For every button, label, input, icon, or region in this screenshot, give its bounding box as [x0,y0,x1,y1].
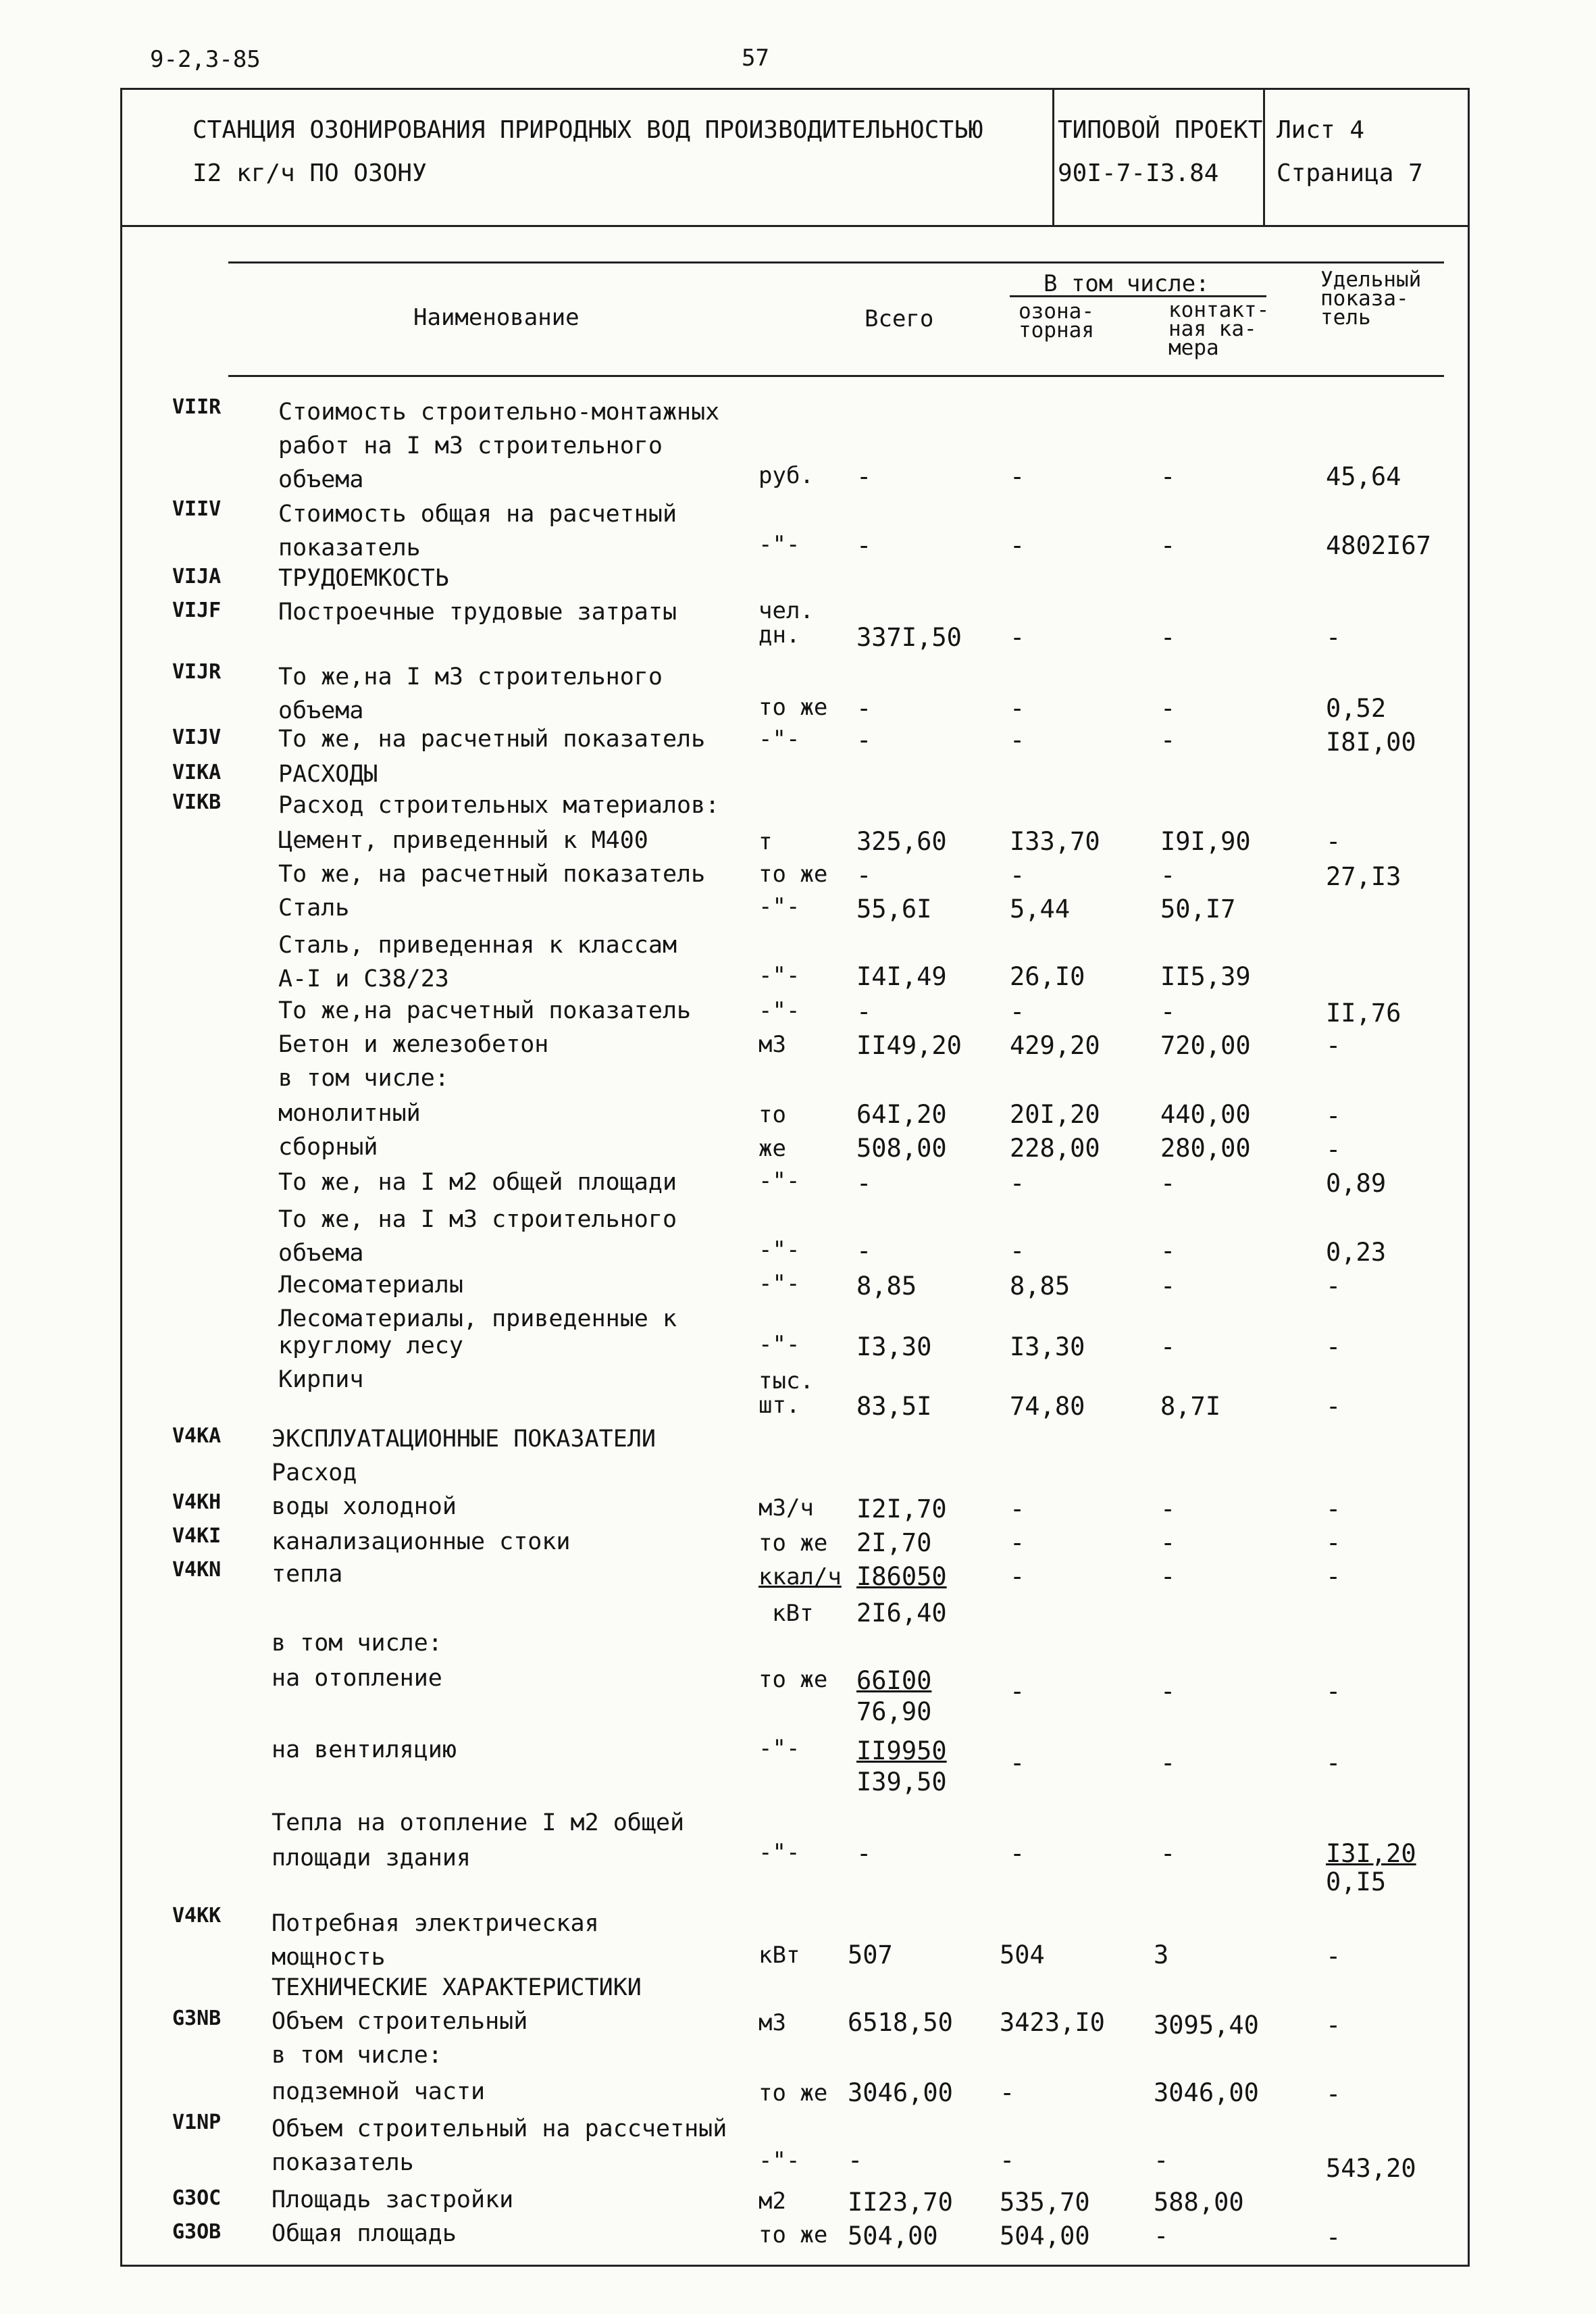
row-name: ТЕХНИЧЕСКИЕ ХАРАКТЕРИСТИКИ [272,1974,642,2001]
row-specific: - [1326,1749,1341,1778]
row-specific: 45,64 [1326,462,1401,491]
row-contact: - [1160,1528,1176,1557]
row-code: G3NB [172,2007,222,2030]
row-unit: то же [758,2080,828,2107]
row-contact: - [1160,694,1176,723]
row-unit: м3 [758,1031,786,1058]
row-total: 6518,50 [848,2008,953,2037]
row-name: Лесоматериалы [278,1272,463,1299]
title-line-2: I2 кг/ч ПО ОЗОНУ [192,159,427,187]
row-ozonator: - [1000,2146,1015,2175]
row-unit: кВт [758,1942,800,1969]
row-specific: 0,23 [1326,1238,1387,1267]
row-total-secondary: 2I6,40 [856,1599,947,1628]
row-unit: -"- [758,1839,800,1866]
row-unit: -"- [758,962,800,989]
row-specific: - [1326,2223,1341,2252]
row-unit: то же [758,861,828,888]
row-code: G3OB [172,2220,222,2244]
row-ozonator: 5,44 [1010,895,1071,924]
row-unit: -"- [758,997,800,1024]
title-block-divider [120,225,1470,227]
row-name: То же, на расчетный показатель [278,861,706,888]
row-ozonator: 20I,20 [1010,1100,1100,1129]
row-total: 83,5I [856,1392,932,1421]
row-specific: - [1326,1135,1341,1164]
row-total: II23,70 [848,2188,953,2217]
row-contact: - [1160,462,1176,491]
row-unit: т [758,828,773,855]
row-name: ЭКСПЛУАТАЦИОННЫЕ ПОКАЗАТЕЛИ [272,1426,656,1453]
row-name: Тепла на отопление I м2 общей площади здания [272,1809,685,1871]
project-label: ТИПОВОЙ ПРОЕКТ [1058,116,1263,144]
header-total: Всего [865,305,934,332]
row-total: - [848,2146,863,2175]
row-code: G3OC [172,2186,222,2210]
project-number: 90I-7-I3.84 [1058,159,1219,187]
row-ozonator: - [1010,1749,1025,1778]
header-bottom-rule [228,375,1444,377]
row-unit: то же [758,1530,828,1557]
row-total: - [856,1169,872,1198]
row-code: V1NP [172,2111,222,2134]
row-total-secondary: 76,90 [856,1697,932,1726]
row-specific: 27,I3 [1326,862,1401,891]
row-ozonator: - [1010,997,1025,1026]
row-specific: - [1326,623,1341,652]
row-name: Общая площадь [272,2220,457,2247]
row-contact: 588,00 [1154,2188,1244,2217]
row-code: VIJA [172,565,222,588]
row-total: 507 [848,1940,893,1969]
row-specific: 0,52 [1326,694,1387,723]
row-name: подземной части [272,2078,486,2105]
row-ozonator: - [1010,1677,1025,1706]
row-unit: -"- [758,1236,800,1263]
row-total: - [856,694,872,723]
row-name: на отопление [272,1665,442,1692]
row-ozonator: - [1010,1494,1025,1524]
row-specific: - [1326,2080,1341,2109]
row-name: Цемент, приведенный к М400 [278,827,648,854]
row-name: в том числе: [272,1630,442,1657]
header-contact: контакт- ная ка- мера [1168,298,1270,360]
row-unit: м3 [758,2009,786,2036]
row-contact: - [1160,1332,1176,1361]
row-specific-secondary: 0,I5 [1326,1867,1387,1896]
header-name: Наименование [413,304,580,331]
header-top-rule [228,261,1444,263]
row-contact: - [1160,726,1176,755]
row-total: 8,85 [856,1272,917,1301]
row-total: 64I,20 [856,1100,947,1129]
row-specific: - [1326,1272,1341,1301]
row-name: воды холодной [272,1493,457,1520]
row-name: Потребная электрическая мощность [272,1910,599,1971]
sheet-label: Лист 4 [1277,116,1365,144]
row-name: Бетон и железобетон [278,1031,549,1058]
row-total: - [856,1236,872,1265]
header-specific: Удельный показа- тель [1320,268,1422,330]
row-name: То же,на I м3 строительного объема [278,663,663,724]
row-name: на вентиляцию [272,1736,457,1763]
row-total: 325,60 [856,827,947,856]
row-unit: -"- [758,726,800,753]
row-name: Сталь, приведенная к классам А-I и С38/23 [278,932,677,992]
row-unit: же [758,1135,786,1162]
row-total: I2I,70 [856,1494,947,1524]
row-total-secondary: I39,50 [856,1767,947,1796]
row-contact: - [1160,623,1176,652]
row-contact: - [1160,1236,1176,1265]
row-contact: - [1160,1169,1176,1198]
row-contact: - [1160,1494,1176,1524]
row-contact: I9I,90 [1160,827,1251,856]
row-code: VIIR [172,395,222,419]
row-specific: - [1326,1677,1341,1706]
row-name: ТРУДОЕМКОСТЬ [278,565,449,592]
row-specific: II,76 [1326,999,1401,1028]
row-name: Площадь застройки [272,2186,514,2213]
row-specific: 543,20 [1326,2154,1416,2183]
row-ozonator: I3,30 [1010,1332,1085,1361]
header-ozonator: озона- торная [1019,299,1094,343]
row-ozonator: - [1010,1562,1025,1591]
row-ozonator: - [1010,694,1025,723]
row-ozonator: I33,70 [1010,827,1100,856]
row-specific: I8I,00 [1326,728,1416,757]
row-code: V4KK [172,1904,222,1928]
row-specific: - [1326,1528,1341,1557]
row-contact: 720,00 [1160,1031,1251,1060]
header-including: В том числе: [1044,270,1210,297]
row-name: РАСХОДЫ [278,761,378,788]
row-total: 504,00 [848,2221,938,2250]
row-contact: - [1160,1839,1176,1868]
row-name: тепла [272,1561,343,1588]
row-unit: то же [758,694,828,721]
row-contact: - [1160,531,1176,560]
row-unit: -"- [758,1331,800,1358]
row-unit: -"- [758,2147,800,2174]
row-unit: то же [758,2221,828,2248]
row-ozonator: 8,85 [1010,1272,1071,1301]
row-total: - [856,726,872,755]
row-specific: - [1326,1562,1341,1591]
row-specific: 4802I67 [1326,531,1431,560]
row-ozonator: 504,00 [1000,2221,1090,2250]
row-ozonator: - [1010,623,1025,652]
row-name: То же, на I м2 общей площади [278,1169,677,1196]
row-contact: - [1160,1677,1176,1706]
row-name: Кирпич [278,1366,364,1393]
row-specific: - [1326,1392,1341,1421]
row-contact: - [1154,2221,1169,2250]
row-total: - [856,861,872,890]
row-contact: 3046,00 [1154,2078,1259,2107]
row-specific: - [1326,2011,1341,2040]
row-name: Расход строительных материалов: [278,792,720,819]
row-unit: чел. дн. [758,597,814,649]
row-contact: - [1160,861,1176,890]
row-unit: тыс. шт. [758,1367,814,1419]
row-total: 3046,00 [848,2078,953,2107]
row-total: - [856,531,872,560]
row-unit: руб. [758,462,814,489]
row-specific: - [1326,1031,1341,1060]
row-ozonator: - [1010,462,1025,491]
row-contact: - [1160,997,1176,1026]
row-total: - [856,1839,872,1868]
row-ozonator: - [1010,1169,1025,1198]
page-label: Страница 7 [1277,159,1423,187]
row-code: V4KA [172,1424,222,1448]
row-code: V4KN [172,1558,222,1582]
row-name: в том числе: [272,2042,442,2069]
row-total: I4I,49 [856,962,947,991]
row-ozonator: - [1010,1236,1025,1265]
row-contact: II5,39 [1160,962,1251,991]
row-ozonator: - [1010,861,1025,890]
row-specific: - [1326,1494,1341,1524]
row-ozonator: 504 [1000,1940,1045,1969]
row-contact: - [1160,1272,1176,1301]
row-specific: - [1326,827,1341,856]
row-name: в том числе: [278,1065,449,1092]
row-ozonator: - [1010,726,1025,755]
row-name: сборный [278,1134,378,1161]
row-code: VIIV [172,497,222,521]
row-contact: - [1160,1749,1176,1778]
row-name: Стоимость строительно-монтажных работ на I м3 строительного объема [278,399,720,493]
row-total: II9950 [856,1736,947,1765]
row-total: II49,20 [856,1031,962,1060]
row-name: Расход [272,1459,357,1486]
row-specific: I3I,20 [1326,1839,1416,1868]
row-code: VIJR [172,660,222,684]
row-contact: 8,7I [1160,1392,1221,1421]
row-total: I86050 [856,1562,947,1591]
row-name: Лесоматериалы, приведенные к круглому лесу [278,1305,677,1359]
row-total: 508,00 [856,1134,947,1163]
row-ozonator: 3423,I0 [1000,2008,1105,2037]
row-unit: то [758,1101,786,1128]
row-code: V4KH [172,1490,222,1514]
row-total: 66I00 [856,1666,932,1695]
row-ozonator: 429,20 [1010,1031,1100,1060]
row-ozonator: 26,I0 [1010,962,1085,991]
title-block-vsep-2 [1263,88,1265,226]
row-contact: 3 [1154,1940,1169,1969]
row-ozonator: 228,00 [1010,1134,1100,1163]
title-line-1: СТАНЦИЯ ОЗОНИРОВАНИЯ ПРИРОДНЫХ ВОД ПРОИЗВОДИТЕЛЬНОСТЬЮ [192,116,983,144]
row-name: Стоимость общая на расчетный показатель [278,501,677,561]
row-contact: 280,00 [1160,1134,1251,1163]
row-contact: - [1160,1562,1176,1591]
row-ozonator: 74,80 [1010,1392,1085,1421]
row-total: 337I,50 [856,623,962,652]
row-code: VIJF [172,599,222,622]
row-unit: -"- [758,893,800,920]
row-name: То же,на расчетный показатель [278,997,692,1024]
row-total: - [856,997,872,1026]
row-total: 2I,70 [856,1528,932,1557]
row-ozonator: - [1010,1839,1025,1868]
row-ozonator: - [1010,1528,1025,1557]
row-unit: м2 [758,2188,786,2215]
doc-code: 9-2,3-85 [150,46,261,73]
row-unit: м3/ч [758,1494,814,1521]
row-unit: -"- [758,1735,800,1762]
row-unit-secondary: кВт [772,1600,814,1627]
row-name: Объем строительный на рассчетный показатель [272,2115,727,2176]
row-code: V4KI [172,1524,222,1548]
title-block-vsep-1 [1052,88,1054,226]
row-contact: 3095,40 [1154,2011,1259,2040]
row-unit: -"- [758,531,800,558]
row-code: VIJV [172,726,222,749]
row-specific: - [1326,1942,1341,1971]
row-contact: - [1154,2146,1169,2175]
row-total: I3,30 [856,1332,932,1361]
row-name: Построечные трудовые затраты [278,599,677,626]
row-name: То же, на I м3 строительного объема [278,1206,677,1267]
row-specific: - [1326,1101,1341,1130]
page-number: 57 [742,45,769,72]
row-name: То же, на расчетный показатель [278,726,706,753]
row-code: VIKB [172,790,222,814]
row-total: - [856,462,872,491]
row-contact: 440,00 [1160,1100,1251,1129]
row-total: 55,6I [856,895,932,924]
row-unit: -"- [758,1270,800,1297]
row-ozonator: - [1010,531,1025,560]
row-name: монолитный [278,1100,421,1127]
row-contact: 50,I7 [1160,895,1236,924]
row-ozonator: 535,70 [1000,2188,1090,2217]
row-unit: то же [758,1666,828,1693]
row-ozonator: - [1000,2078,1015,2107]
row-name: Сталь [278,895,350,922]
row-specific: 0,89 [1326,1169,1387,1198]
row-name: канализационные стоки [272,1528,571,1555]
row-specific: - [1326,1332,1341,1361]
row-unit: ккал/ч [758,1563,842,1590]
row-name: Объем строительный [272,2008,528,2035]
row-unit: -"- [758,1167,800,1194]
row-code: VIKA [172,761,222,784]
